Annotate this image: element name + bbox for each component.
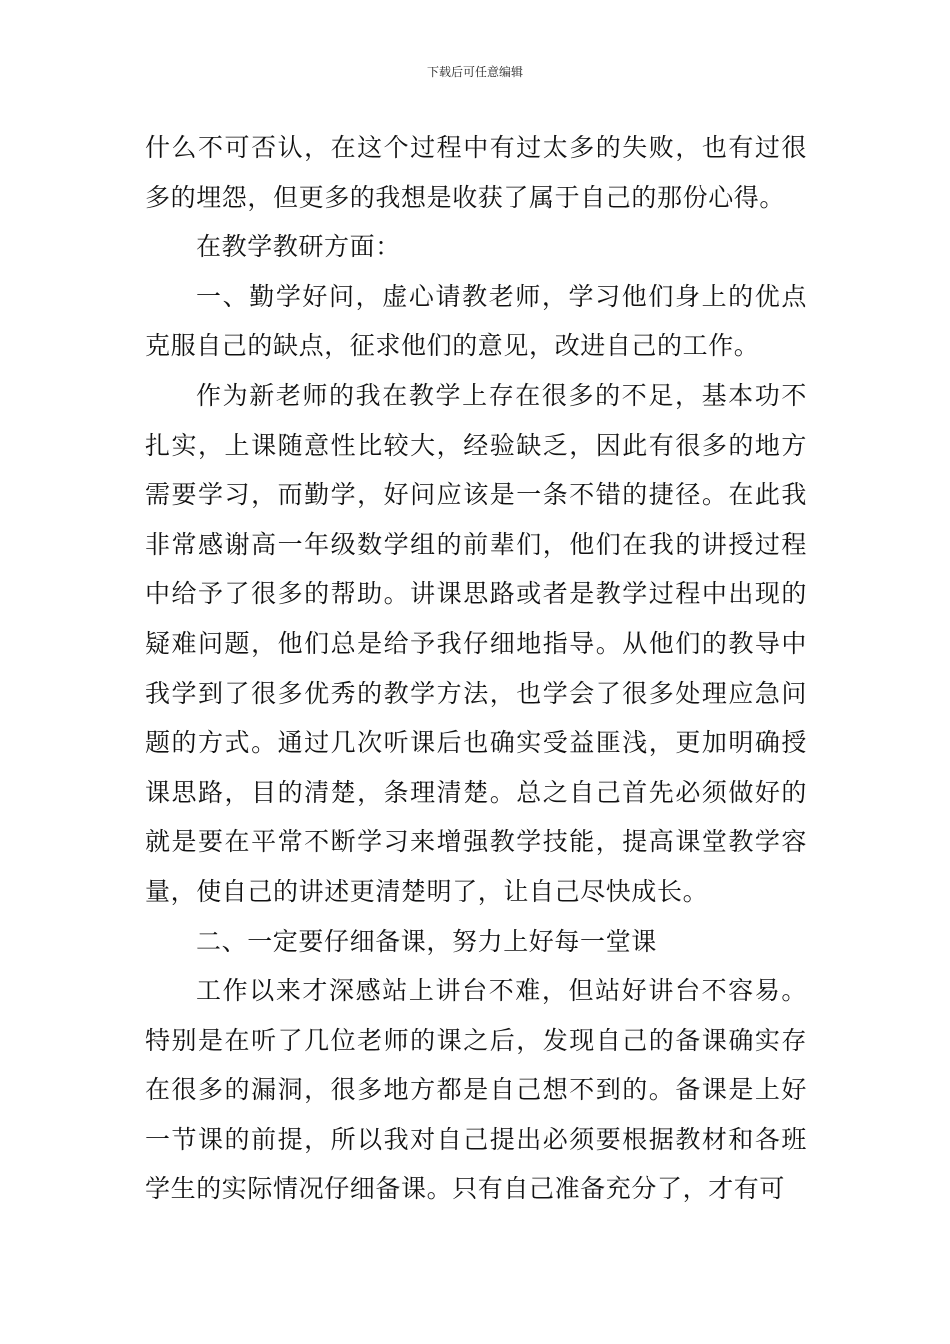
page-header: 下载后可任意编辑	[426, 65, 523, 79]
paragraph-continuation: 什么不可否认，在这个过程中有过太多的失败，也有过很多的埋怨，但更多的我想是收获了属于自己的那份心得。	[145, 133, 807, 212]
paragraph-new-teacher: 作为新老师的我在教学上存在很多的不足，基本功不扎实，上课随意性比较大，经验缺乏，因此有很多的地方需要学习，而勤学，好问应该是一条不错的捷径。在此我非常感谢高一年级数学组的前辈们，他们在我的讲授过程中给予了很多的帮助。讲课思路或者是教学过程中出现的疑难问题，他们总是给予我仔细地指导。从他们的教导中我学到了很多优秀的教学方法，也学会了很多处理应急问题的方式。通过几次听课后也确实受益匪浅，更加明确授课思路，目的清楚，条理清楚。总之自己首先必须做好的就是要在平常不断学习来增强教学技能，提高课堂教学容量，使自己的讲述更清楚明了，让自己尽快成长。	[145, 380, 807, 906]
point-one-heading: 一、勤学好问，虚心请教老师，学习他们身上的优点克服自己的缺点，征求他们的意见，改进自己的工作。	[145, 281, 807, 361]
section-heading-teaching-research: 在教学教研方面：	[196, 232, 401, 262]
document-body	[145, 123, 807, 1214]
point-two-heading: 二、一定要仔细备课，努力上好每一堂课	[196, 926, 657, 956]
paragraph-lesson-prep: 工作以来才深感站上讲台不难，但站好讲台不容易。特别是在听了几位老师的课之后，发现自己的备课确实存在很多的漏洞，很多地方都是自己想不到的。备课是上好一节课的前提，所以我对自己提出必须要根据教材和各班学生的实际情况仔细备课。只有自己准备充分了，才有可	[145, 976, 807, 1204]
